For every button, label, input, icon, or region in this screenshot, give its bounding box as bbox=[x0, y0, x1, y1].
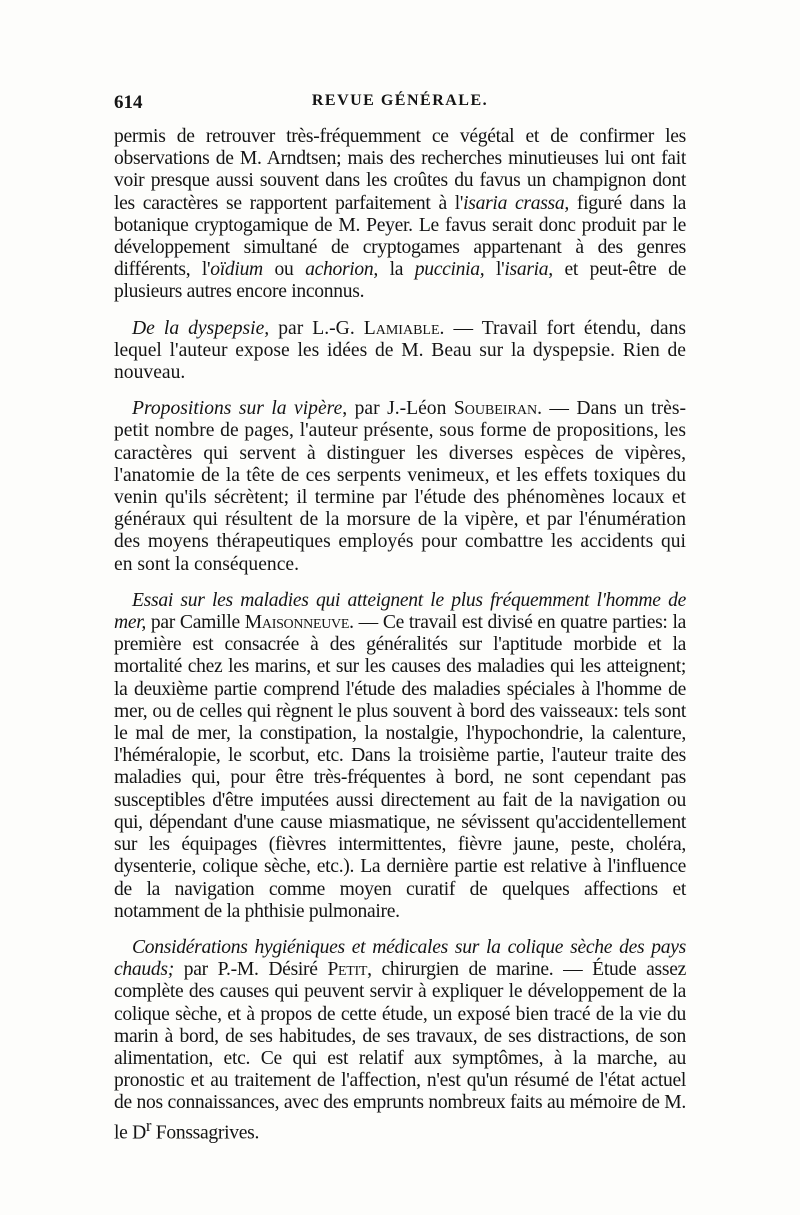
entry-summary: , chirurgien de marine. — Étude assez complète des causes qui peuvent servir à expliquer le développement de la colique sèche, et à propos de cette étude, un exposé bien tracé de la vie du marin à bord, de ses habitudes, de ses travaux, de ses distractions, de son alimentation, etc. Ce qui est relatif aux symptômes, à la marche, au pronostic et au traitement de l'affection, n'est qu'un résumé de l'état actuel de nos connaissances, avec des emprunts nombreux faits au mémoire de M. le D bbox=[114, 959, 686, 1144]
italic-term: isaria, bbox=[504, 259, 553, 281]
text-run: permis de retrouver très-fréquemment ce végétal et de confirmer les observations de M. Arndtsen; mais des recherches minutieuses lui ont fait voir presque aussi souvent dans les croûtes du favus un champignon dont les caractères se rapportent parfaitement à l' bbox=[114, 126, 686, 214]
paragraph-favus-continuation bbox=[114, 126, 686, 304]
entry-summary: . — Dans un très-petit nombre de pages, l'auteur présente, sous forme de propositions, les caractères qui servent à distinguer les diverses espèces de vipères, l'anatomie de la tête de ces serpents venimeux, et les effets toxiques du venin qu'ils sécrètent; il termine par l'étude des phénomènes locaux et généraux qui résultent de la morsure de la vipère, et par l'énumération des moyens thérapeutiques employés pour combattre les accidents qui en sont la conséquence. bbox=[114, 398, 686, 575]
text-run: l' bbox=[484, 259, 505, 281]
entry-summary: . — Travail fort étendu, dans lequel l'auteur expose les idées de M. Beau sur la dyspepsie. Rien de nouveau. bbox=[114, 317, 686, 384]
text-run: figuré dans la botanique cryptogamique de M. Peyer. Le favus serait donc produit par le développement simultané de cryptogames appartenant à des genres différents, l' bbox=[114, 192, 686, 281]
text-run: la bbox=[378, 259, 415, 281]
entry-title: De la dyspepsie, bbox=[132, 317, 270, 339]
text-run: Fonssagrives. bbox=[151, 1122, 260, 1144]
entry-title: Propositions sur la vipère bbox=[132, 398, 343, 420]
entry-author: Maisonneuve bbox=[244, 612, 350, 634]
page-header bbox=[114, 92, 686, 120]
entry-title: Essai sur les maladies qui atteignent le plus fréquemment l'homme de mer, bbox=[114, 589, 686, 634]
text-run: ou bbox=[262, 259, 306, 281]
entry-homme-de-mer bbox=[114, 590, 686, 923]
body-text bbox=[114, 126, 686, 1158]
entry-colique-seche bbox=[114, 937, 686, 1144]
superscript: r bbox=[146, 1115, 152, 1135]
italic-term: isaria crassa, bbox=[463, 192, 569, 214]
entry-title: Considérations hygiéniques et médicales sur la colique sèche des pays chauds; bbox=[114, 936, 686, 981]
text-run: par Camille bbox=[146, 612, 245, 634]
text-run: , par J.-Léon bbox=[342, 398, 454, 420]
entry-vipere bbox=[114, 398, 686, 576]
text-run: et peut-être de plusieurs autres encore inconnus. bbox=[114, 259, 686, 303]
entry-author: Petit bbox=[327, 959, 368, 981]
entry-author: Lamiable bbox=[363, 317, 440, 339]
entry-summary: . — Ce travail est divisé en quatre parties: la première est consacrée à des généralités sur l'aptitude morbide et la mortalité chez les marins, et sur les causes des maladies qui les atteignent; la deuxième partie comprend l'étude des maladies spéciales à l'homme de mer, ou de celles qui règnent le plus souvent à bord des vaisseaux: tels sont le mal de mer, la constipation, la nostalgie, l'hypochondrie, la calenture, l'héméralopie, le scorbut, etc. Dans la troisième partie, l'auteur traite des maladies qui, pour être très-fréquentes à bord, ne sont cependant pas susceptibles d'être imputées aussi directement au fait de la navigation ou qui, dépendant d'une cause miasmatique, ne sévissent qu'accidentellement sur les équipages (fièvres intermittentes, fièvre jaune, peste, choléra, dysenterie, colique sèche, etc.). La dernière partie est relative à l'influence de la navigation comme moyen curatif de quelques affections et notamment de la phthisie pulmonaire. bbox=[114, 612, 686, 922]
running-head: REVUE GÉNÉRALE. bbox=[311, 92, 489, 109]
entry-author: Soubeiran bbox=[453, 398, 538, 420]
italic-term: puccinia, bbox=[414, 259, 485, 281]
text-run: par L.-G. bbox=[269, 317, 364, 339]
italic-term: achorion, bbox=[305, 259, 379, 281]
text-run: par P.-M. Désiré bbox=[173, 959, 328, 981]
italic-term: oïdium bbox=[210, 259, 263, 281]
page-number: 614 bbox=[114, 92, 143, 113]
entry-dyspepsie bbox=[114, 318, 686, 385]
